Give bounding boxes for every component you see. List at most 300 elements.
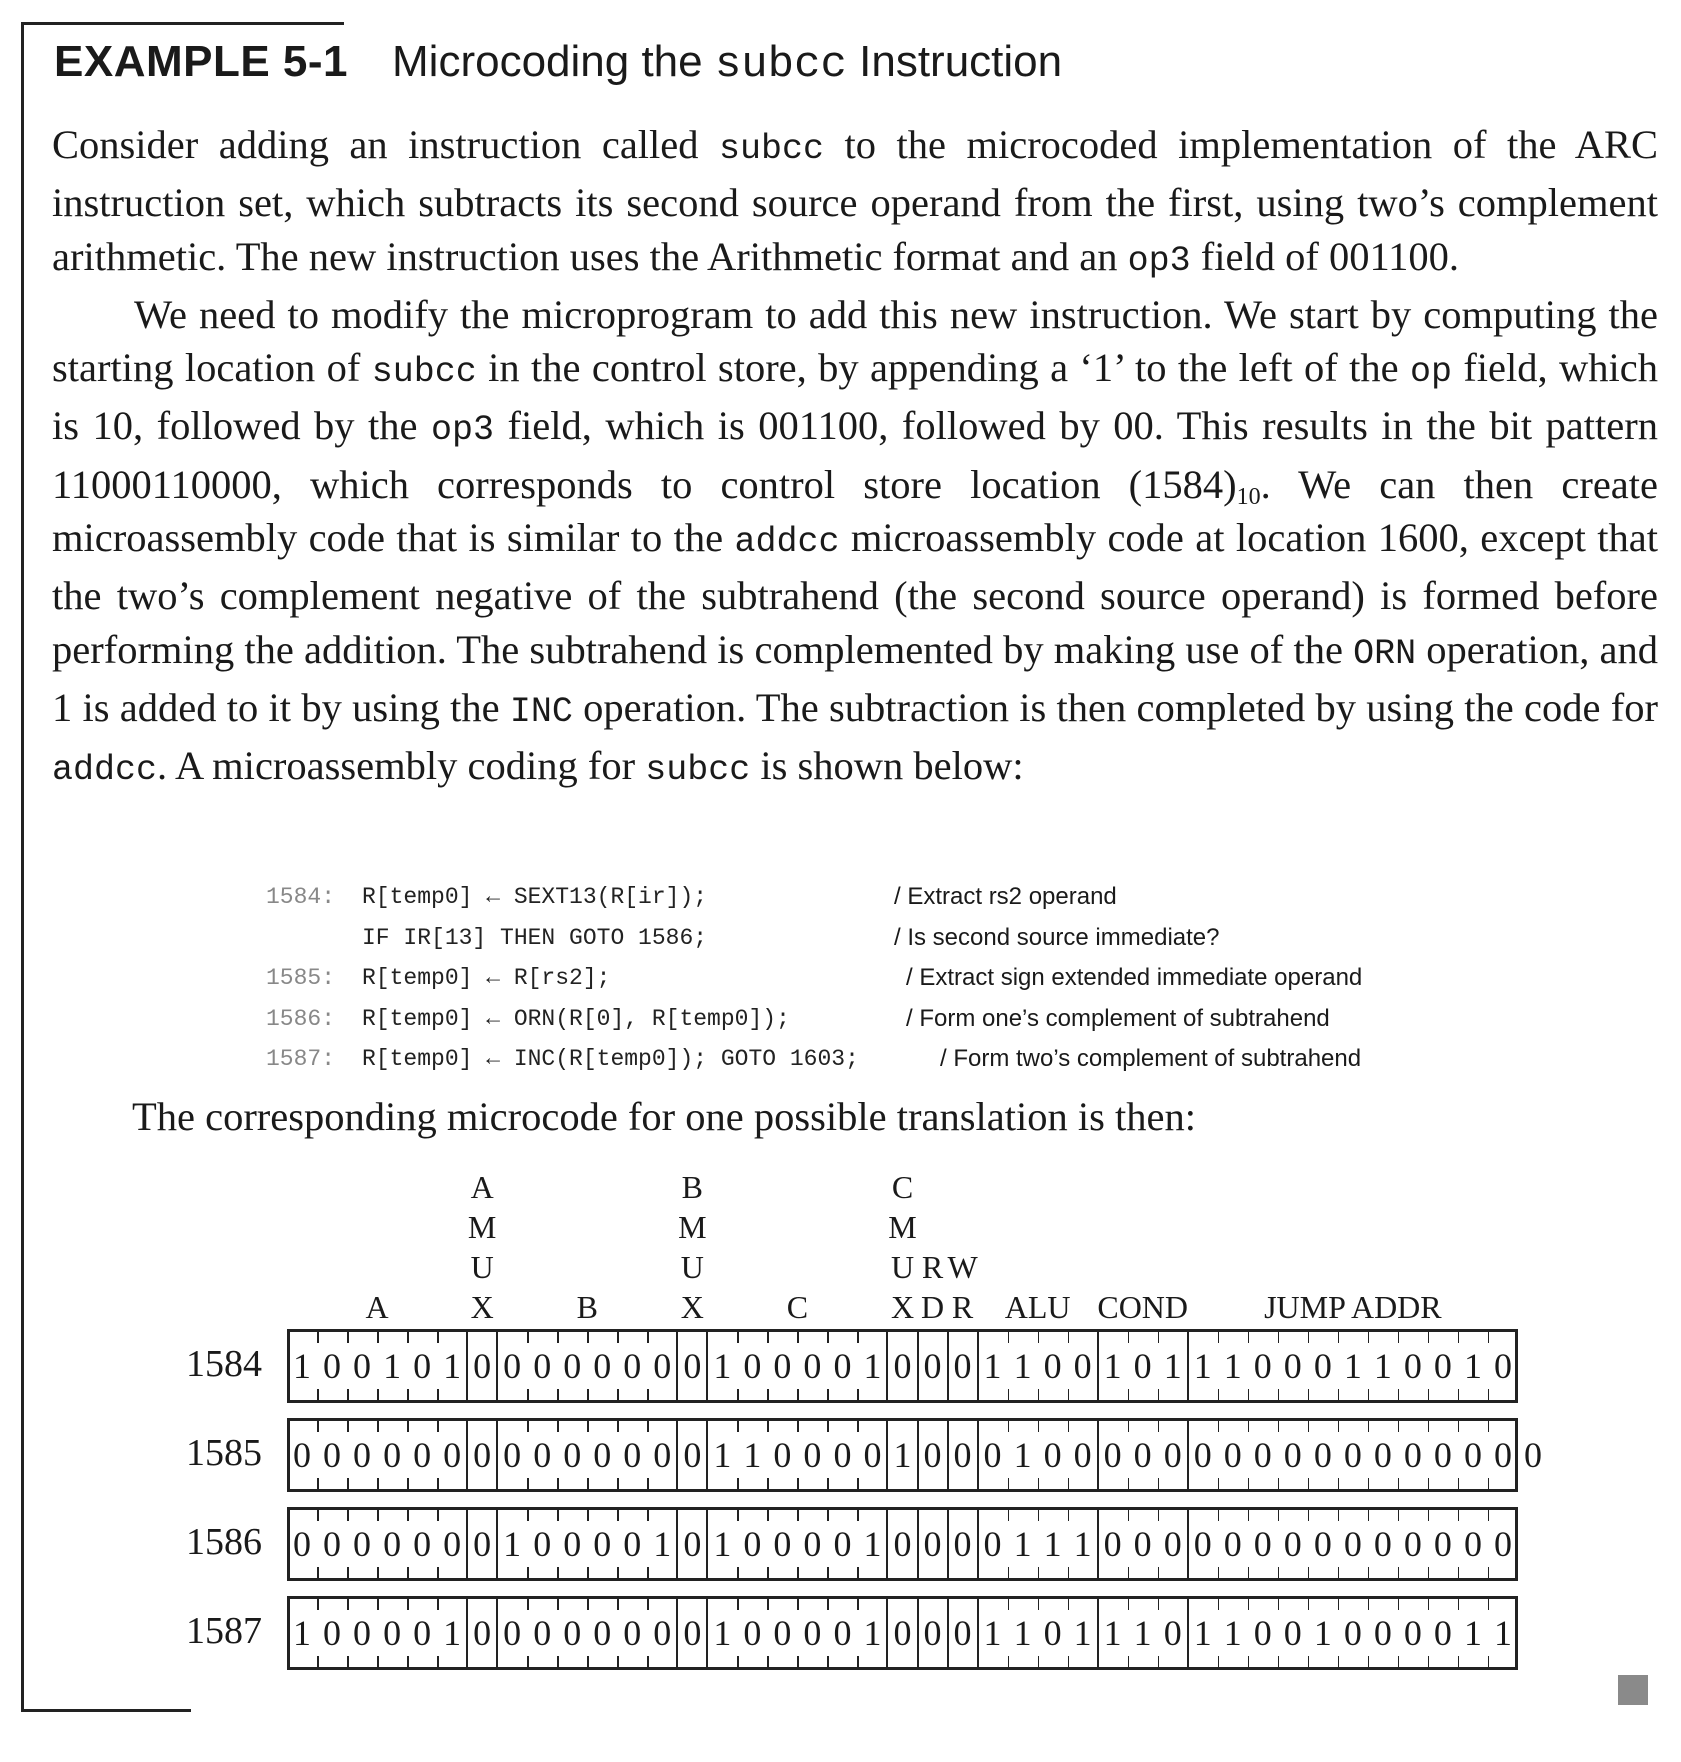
bit-tick <box>1008 1567 1010 1578</box>
microcode-bit: 0 <box>683 1435 702 1475</box>
bit-tick <box>1278 1478 1280 1489</box>
microcode-bit: 0 <box>773 1524 792 1564</box>
microcode-bit: 0 <box>863 1435 882 1475</box>
bit-tick <box>1008 1478 1010 1489</box>
listing-code: R[temp0] ← SEXT13(R[ir]); <box>362 884 708 910</box>
microcode-bit: 0 <box>1283 1613 1302 1653</box>
microcode-bit: 0 <box>1313 1524 1332 1564</box>
inline-code: op3 <box>1127 240 1191 281</box>
microcode-bit: 1 <box>503 1524 522 1564</box>
bit-tick <box>1488 1567 1490 1578</box>
microcode-address: 1587 <box>186 1610 262 1652</box>
microcode-bit: 0 <box>1073 1346 1092 1386</box>
microcode-row <box>0 1413 1681 1497</box>
paragraph <box>52 288 1658 798</box>
bit-tick <box>1158 1389 1160 1400</box>
bit-tick <box>557 1389 559 1400</box>
microcode-bit: 0 <box>323 1435 342 1475</box>
bit-tick <box>647 1389 649 1400</box>
microcode-bit: 0 <box>773 1613 792 1653</box>
microcode-bit: 0 <box>773 1435 792 1475</box>
bit-tick <box>1158 1478 1160 1489</box>
bit-tick <box>1368 1656 1370 1667</box>
microcode-bit: 0 <box>473 1435 492 1475</box>
bit-tick <box>377 1567 379 1578</box>
bit-tick <box>1068 1567 1070 1578</box>
bit-tick <box>1218 1478 1220 1489</box>
bit-tick <box>1338 1389 1340 1400</box>
microcode-bit: 0 <box>623 1613 642 1653</box>
bit-tick <box>1278 1389 1280 1400</box>
microcode-bit: 0 <box>1073 1435 1092 1475</box>
bit-tick <box>1428 1478 1430 1489</box>
microcode-bit: 0 <box>1103 1524 1122 1564</box>
microcode-bit: 1 <box>1103 1613 1122 1653</box>
microword-box <box>287 1596 1518 1670</box>
microcode-bit: 0 <box>953 1435 972 1475</box>
inline-code: op <box>1409 352 1452 393</box>
bit-tick <box>857 1656 859 1667</box>
frame-bottom-rule <box>21 1709 191 1712</box>
bit-tick <box>1398 1389 1400 1400</box>
microcode-bit: 0 <box>893 1524 912 1564</box>
microcode-bit: 0 <box>1043 1346 1062 1386</box>
header-bmux <box>672 1167 712 1327</box>
bit-tick <box>737 1567 739 1578</box>
microcode-bit: 1 <box>1133 1613 1152 1653</box>
frame-top-rule <box>21 22 344 25</box>
microcode-bit: 0 <box>833 1346 852 1386</box>
microcode-bit: 0 <box>1493 1435 1512 1475</box>
bit-tick <box>1338 1656 1340 1667</box>
microcode-bit: 0 <box>323 1524 342 1564</box>
microcode-bit: 0 <box>1313 1346 1332 1386</box>
listing-address: 1587: <box>266 1046 336 1072</box>
microcode-bit: 1 <box>863 1524 882 1564</box>
header-letter: B <box>681 1169 703 1205</box>
microcode-row <box>0 1502 1681 1586</box>
microcode-bit: 0 <box>1343 1613 1362 1653</box>
microcode-bit: 0 <box>1103 1435 1122 1475</box>
bit-tick <box>437 1478 439 1489</box>
bit-tick <box>737 1656 739 1667</box>
text-run: microassembly code at location 1600, except that the two’s complement negative of the subtrahend (the second source operand) is formed before performing the addition. The subtrahend is complemented by making use of the <box>52 515 1659 672</box>
bit-tick <box>437 1567 439 1578</box>
bit-tick <box>617 1478 619 1489</box>
microcode-bit: 0 <box>623 1346 642 1386</box>
microcode-bit: 0 <box>353 1346 372 1386</box>
microcode-address: 1586 <box>186 1521 262 1563</box>
bit-tick <box>857 1567 859 1578</box>
text-run: operation. The subtraction is then completed by using the code for <box>572 684 1658 730</box>
bit-tick <box>1248 1656 1250 1667</box>
microcode-bit: 0 <box>563 1524 582 1564</box>
microcode-bit: 1 <box>1073 1524 1092 1564</box>
microcode-bit: 0 <box>413 1524 432 1564</box>
microcode-bit: 0 <box>743 1346 762 1386</box>
listing-address: 1586: <box>266 1005 336 1032</box>
microassembly-listing <box>266 877 1666 1080</box>
microcode-bit: 0 <box>353 1435 372 1475</box>
bit-tick <box>1248 1567 1250 1578</box>
bit-tick <box>437 1656 439 1667</box>
bit-tick <box>1218 1656 1220 1667</box>
bit-tick <box>1128 1389 1130 1400</box>
microcode-bit: 0 <box>1524 1435 1542 1475</box>
bit-tick <box>767 1656 769 1667</box>
microcode-row <box>0 1591 1681 1675</box>
listing-line <box>266 877 1666 918</box>
microcode-bit: 0 <box>1433 1435 1452 1475</box>
bit-tick <box>587 1478 589 1489</box>
microcode-bit: 0 <box>1253 1613 1272 1653</box>
text-run: operation, and 1 is added to it by using the <box>52 626 1658 730</box>
inline-code: op3 <box>431 410 495 451</box>
bit-tick <box>1338 1478 1340 1489</box>
text-run: to the microcoded implementation of the ARC instruction set, which subtracts its second source operand from the first, using two’s complement arithmetic. The new instruction uses the Arithmetic format and an <box>52 122 1658 279</box>
microcode-bit: 0 <box>593 1435 612 1475</box>
bit-tick <box>527 1656 529 1667</box>
inline-code: ORN <box>1353 633 1417 674</box>
bit-tick <box>527 1478 529 1489</box>
bit-tick <box>557 1567 559 1578</box>
inline-code: INC <box>509 691 573 732</box>
microcode-bit: 0 <box>1163 1435 1182 1475</box>
microcode-bit: 1 <box>1463 1346 1482 1386</box>
bit-tick <box>1038 1478 1040 1489</box>
microcode-bit: 0 <box>803 1524 822 1564</box>
header-letter: W <box>947 1249 978 1285</box>
bit-tick <box>1368 1389 1370 1400</box>
microcode-bit: 0 <box>1043 1613 1062 1653</box>
microcode-bit: 0 <box>443 1435 462 1475</box>
microcode-bit: 0 <box>1283 1524 1302 1564</box>
microcode-bit: 1 <box>1373 1346 1392 1386</box>
example-label: EXAMPLE 5-1 <box>54 37 349 86</box>
microcode-bit: 0 <box>1043 1435 1062 1475</box>
bit-tick <box>1218 1389 1220 1400</box>
bit-tick <box>1008 1656 1010 1667</box>
microcode-bit: 1 <box>1223 1346 1242 1386</box>
microcode-bit: 1 <box>1013 1524 1032 1564</box>
microcode-bit: 0 <box>593 1613 612 1653</box>
bit-tick <box>1068 1478 1070 1489</box>
microcode-bit: 0 <box>1223 1435 1242 1475</box>
bit-tick <box>827 1478 829 1489</box>
inline-code: subcc <box>371 352 477 393</box>
text-run: We need to modify the microprogram to add this new instruction. We start by computing the starting location of <box>52 291 1658 391</box>
microcode-bit: 1 <box>863 1346 882 1386</box>
bit-tick <box>1458 1389 1460 1400</box>
text-run: in the control store, by appending a ‘1’ to the left of the <box>476 345 1410 391</box>
microcode-bit: 1 <box>1493 1613 1512 1653</box>
microcode-bit: 0 <box>1313 1435 1332 1475</box>
bit-tick <box>1068 1656 1070 1667</box>
listing-comment: / Form two’s complement of subtrahend <box>940 1045 1362 1072</box>
bit-tick <box>827 1389 829 1400</box>
microcode-bit: 0 <box>743 1524 762 1564</box>
microcode-bit: 0 <box>503 1613 522 1653</box>
bit-tick <box>1068 1389 1070 1400</box>
microcode-bit: 0 <box>803 1435 822 1475</box>
header-jump-addr: JUMP ADDR <box>1264 1289 1442 1325</box>
inline-code: subcc <box>645 750 751 791</box>
bit-tick <box>1428 1656 1430 1667</box>
bit-tick <box>1458 1656 1460 1667</box>
microcode-bit: 0 <box>293 1524 311 1564</box>
listing-code: R[temp0] ← R[rs2]; <box>362 965 611 991</box>
header-cond: COND <box>1097 1289 1189 1325</box>
microcode-bit: 1 <box>713 1435 732 1475</box>
microcode-bit: 0 <box>383 1613 402 1653</box>
microcode-bit: 0 <box>1433 1524 1452 1564</box>
bit-tick <box>1278 1656 1280 1667</box>
listing-code: IF IR[13] THEN GOTO 1586; <box>362 924 708 951</box>
text-run: field, which is 001100, followed by 00. This results in the bit pattern 11000110000, which corresponds to control store location (1584) <box>52 403 1658 507</box>
microcode-bit: 0 <box>1433 1613 1452 1653</box>
microcode-bit: 0 <box>683 1524 702 1564</box>
header-letter: U <box>680 1249 704 1285</box>
microcode-bit: 1 <box>1193 1613 1212 1653</box>
microcode-bit: 1 <box>653 1524 672 1564</box>
bit-tick <box>797 1478 799 1489</box>
bit-tick <box>1158 1567 1160 1578</box>
header-letter: M <box>888 1209 917 1245</box>
bit-tick <box>1308 1567 1310 1578</box>
microcode-bit: 0 <box>1373 1613 1392 1653</box>
example-title-code: subcc <box>714 40 847 90</box>
bit-tick <box>1458 1567 1460 1578</box>
bit-tick <box>797 1656 799 1667</box>
listing-comment: / Form one’s complement of subtrahend <box>906 1004 1330 1032</box>
bit-tick <box>1038 1389 1040 1400</box>
bit-tick <box>1308 1389 1310 1400</box>
microcode-bit: 0 <box>1463 1524 1482 1564</box>
bit-tick <box>1398 1478 1400 1489</box>
microcode-bit: 0 <box>293 1435 311 1475</box>
microcode-bit: 0 <box>623 1524 642 1564</box>
microcode-bit: 0 <box>353 1524 372 1564</box>
microcode-bit: 0 <box>473 1346 492 1386</box>
header-letter: M <box>678 1209 707 1245</box>
bit-tick <box>1158 1656 1160 1667</box>
bit-tick <box>617 1656 619 1667</box>
bit-tick <box>1248 1389 1250 1400</box>
bit-tick <box>407 1389 409 1400</box>
bit-tick <box>827 1656 829 1667</box>
microcode-row <box>0 1324 1681 1408</box>
bit-tick <box>317 1656 319 1667</box>
microcode-bit: 0 <box>923 1613 942 1653</box>
header-letter: C <box>891 1169 914 1205</box>
header-letter: X <box>680 1289 704 1325</box>
bit-tick <box>1038 1656 1040 1667</box>
bit-tick <box>857 1478 859 1489</box>
listing-code: R[temp0] ← INC(R[temp0]); GOTO 1603; <box>362 1046 859 1072</box>
example-heading <box>54 32 1062 95</box>
microcode-bit: 0 <box>383 1435 402 1475</box>
microcode-bit: 1 <box>983 1346 1002 1386</box>
microcode-bit: 0 <box>1163 1524 1182 1564</box>
microcode-bit: 1 <box>863 1613 882 1653</box>
listing-comment: / Extract sign extended immediate operand <box>906 964 1363 991</box>
header-amux <box>462 1167 502 1327</box>
bit-tick <box>617 1389 619 1400</box>
microcode-bit: 0 <box>893 1613 912 1653</box>
microcode-bit: 0 <box>833 1524 852 1564</box>
header-letter: M <box>467 1209 497 1245</box>
bit-tick <box>1488 1389 1490 1400</box>
paragraph <box>52 118 1658 288</box>
subscript: 10 <box>1236 483 1261 510</box>
microcode-bit: 0 <box>563 1346 582 1386</box>
microcode-bit: 0 <box>1403 1524 1422 1564</box>
microcode-bit: 0 <box>923 1435 942 1475</box>
header-letter: U <box>890 1249 915 1285</box>
listing-address: 1584: <box>266 884 336 910</box>
bit-tick <box>1308 1656 1310 1667</box>
microcode-bit: 1 <box>1223 1613 1242 1653</box>
bit-tick <box>587 1567 589 1578</box>
bit-tick <box>377 1389 379 1400</box>
bit-tick <box>647 1656 649 1667</box>
bit-tick <box>617 1567 619 1578</box>
microcode-bit: 0 <box>803 1613 822 1653</box>
microcode-bit: 1 <box>443 1346 462 1386</box>
microcode-bit: 0 <box>1403 1435 1422 1475</box>
microcode-bit: 0 <box>1283 1346 1302 1386</box>
microcode-bit: 1 <box>293 1613 311 1653</box>
microcode-bit: 0 <box>683 1346 702 1386</box>
bit-tick <box>1008 1389 1010 1400</box>
microcode-bit: 0 <box>1463 1435 1482 1475</box>
microcode-bit: 0 <box>413 1435 432 1475</box>
bit-tick <box>737 1389 739 1400</box>
microcode-bit: 1 <box>893 1435 912 1475</box>
microcode-bit: 0 <box>1433 1346 1452 1386</box>
bit-tick <box>1488 1656 1490 1667</box>
microcode-bit: 0 <box>983 1435 1002 1475</box>
microcode-bit: 0 <box>623 1435 642 1475</box>
header-letter: X <box>470 1289 494 1325</box>
bit-tick <box>1428 1389 1430 1400</box>
microcode-bit: 0 <box>413 1346 432 1386</box>
microcode-bit: 0 <box>1403 1613 1422 1653</box>
microcode-bit: 1 <box>1163 1346 1182 1386</box>
microcode-bit: 1 <box>443 1613 462 1653</box>
bit-tick <box>827 1567 829 1578</box>
listing-comment: / Is second source immediate? <box>894 923 1220 951</box>
microcode-bit: 1 <box>1103 1346 1122 1386</box>
microcode-bit: 0 <box>353 1613 372 1653</box>
microcode-bit: 0 <box>533 1524 552 1564</box>
bit-tick <box>407 1656 409 1667</box>
microcode-bit: 0 <box>533 1346 552 1386</box>
bit-tick <box>1218 1567 1220 1578</box>
listing-address: 1585: <box>266 965 336 991</box>
microcode-address: 1585 <box>186 1432 262 1474</box>
bit-tick <box>797 1567 799 1578</box>
microcode-bit: 0 <box>653 1435 672 1475</box>
listing-line <box>266 1039 1666 1080</box>
bit-tick <box>587 1656 589 1667</box>
header-alu: ALU <box>1004 1289 1071 1325</box>
inline-code: subcc <box>719 129 825 169</box>
microcode-bit: 0 <box>1193 1524 1212 1564</box>
microcode-bit: 1 <box>1013 1346 1032 1386</box>
microcode-bit: 0 <box>1283 1435 1302 1475</box>
microcode-bit: 0 <box>1193 1435 1212 1475</box>
header-letter: A <box>470 1169 494 1205</box>
microcode-bit: 0 <box>1373 1524 1392 1564</box>
bit-tick <box>437 1389 439 1400</box>
bit-tick <box>1488 1478 1490 1489</box>
microcode-bit: 0 <box>1133 1435 1152 1475</box>
listing-code: R[temp0] ← ORN(R[0], R[temp0]); <box>362 1005 790 1032</box>
microcode-bit: 1 <box>1073 1613 1092 1653</box>
header-letter: R <box>951 1289 974 1325</box>
bit-tick <box>1368 1567 1370 1578</box>
microcode-bit: 1 <box>1043 1524 1062 1564</box>
bit-tick <box>1278 1567 1280 1578</box>
bit-tick <box>1398 1567 1400 1578</box>
text-run: field, which is 10, followed by the <box>52 345 1658 449</box>
microcode-bit: 1 <box>1013 1613 1032 1653</box>
microcode-bit: 0 <box>473 1613 492 1653</box>
bit-tick <box>1038 1567 1040 1578</box>
microcode-bit: 0 <box>503 1435 522 1475</box>
microcode-bit: 1 <box>713 1524 732 1564</box>
listing-line <box>266 999 1666 1040</box>
microcode-bit: 0 <box>1493 1524 1512 1564</box>
microcode-bit: 1 <box>743 1435 762 1475</box>
microcode-bit: 1 <box>293 1346 311 1386</box>
bit-tick <box>587 1389 589 1400</box>
bit-tick <box>557 1478 559 1489</box>
microcode-bit: 0 <box>1163 1613 1182 1653</box>
microcode-bit: 0 <box>833 1435 852 1475</box>
example-title <box>392 37 1063 90</box>
microcode-bit: 1 <box>1013 1435 1032 1475</box>
bit-tick <box>377 1656 379 1667</box>
microcode-bit: 1 <box>1343 1346 1362 1386</box>
listing-comment: / Extract rs2 operand <box>894 883 1117 910</box>
microcode-bit: 1 <box>713 1346 732 1386</box>
microcode-bit: 0 <box>953 1346 972 1386</box>
microcode-bit: 0 <box>443 1524 462 1564</box>
bit-tick <box>797 1389 799 1400</box>
microcode-bit: 0 <box>743 1613 762 1653</box>
bit-tick <box>1128 1567 1130 1578</box>
microcode-bit: 0 <box>533 1435 552 1475</box>
microcode-bit: 0 <box>953 1613 972 1653</box>
microword-box <box>287 1329 1518 1403</box>
microcode-bit: 0 <box>1343 1524 1362 1564</box>
text-run: . A microassembly coding for <box>157 743 646 789</box>
microcode-bit: 0 <box>923 1346 942 1386</box>
microword-box <box>287 1418 1542 1492</box>
bit-tick <box>737 1478 739 1489</box>
microcode-bit: 1 <box>713 1613 732 1653</box>
bit-tick <box>347 1567 349 1578</box>
header-letter: D <box>920 1289 945 1325</box>
header-wr <box>943 1247 983 1327</box>
microcode-bit: 0 <box>1253 1524 1272 1564</box>
microcode-bit: 0 <box>983 1524 1002 1564</box>
microcode-address: 1584 <box>186 1343 262 1385</box>
bit-tick <box>317 1389 319 1400</box>
example-title-part: Instruction <box>859 37 1063 86</box>
